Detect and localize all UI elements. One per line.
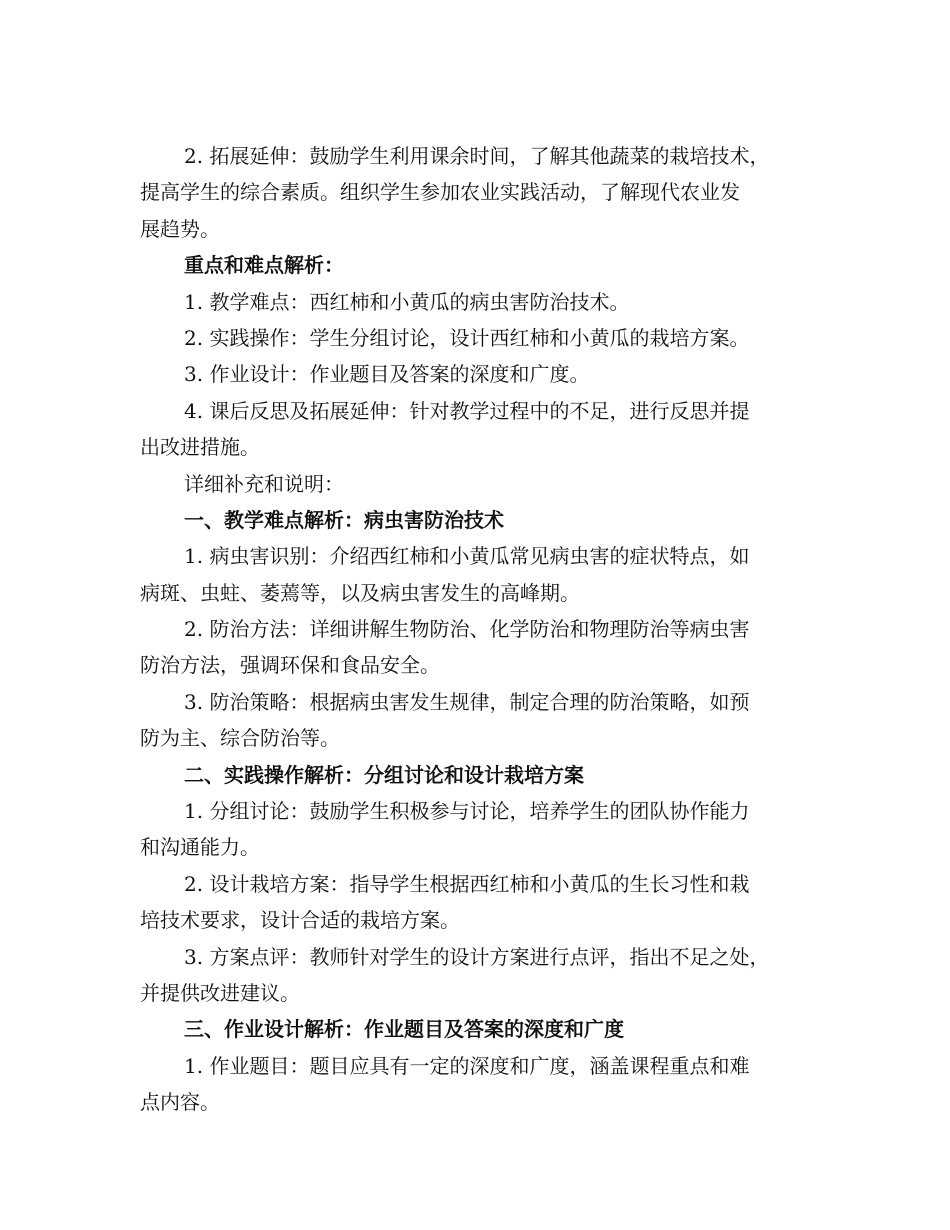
list-item-line: 2. 防治方法：详细讲解生物防治、化学防治和物理防治等病虫害: [184, 617, 750, 642]
section-heading: 一、教学难点解析：病虫害防治技术: [184, 507, 504, 532]
paragraph-line: 和沟通能力。: [140, 835, 260, 860]
list-item-line: 1. 病虫害识别：介绍西红柿和小黄瓜常见病虫害的症状特点，如: [184, 544, 750, 569]
section-heading: 重点和难点解析：: [184, 253, 344, 278]
paragraph-line: 展趋势。: [140, 216, 220, 241]
list-item-line: 3. 作业设计：作业题目及答案的深度和广度。: [184, 362, 590, 387]
list-item-line: 3. 防治策略：根据病虫害发生规律，制定合理的防治策略，如预: [184, 689, 750, 714]
list-item-line: 1. 教学难点：西红柿和小黄瓜的病虫害防治技术。: [184, 289, 630, 314]
section-heading: 三、作业设计解析：作业题目及答案的深度和广度: [184, 1017, 624, 1042]
paragraph-line: 提高学生的综合素质。组织学生参加农业实践活动，了解现代农业发: [140, 180, 740, 205]
paragraph-line: 点内容。: [140, 1090, 220, 1115]
list-item-line: 3. 方案点评：教师针对学生的设计方案进行点评，指出不足之处，: [184, 944, 770, 969]
paragraph-line: 并提供改进建议。: [140, 980, 300, 1005]
list-item-line: 2. 设计栽培方案：指导学生根据西红柿和小黄瓜的生长习性和栽: [184, 871, 750, 896]
paragraph-line: 培技术要求，设计合适的栽培方案。: [140, 908, 460, 933]
list-item-line: 1. 分组讨论：鼓励学生积极参与讨论，培养学生的团队协作能力: [184, 799, 750, 824]
document-page: [140, 138, 810, 1121]
list-item-line: 1. 作业题目：题目应具有一定的深度和广度，涵盖课程重点和难: [184, 1053, 750, 1078]
paragraph-line: 出改进措施。: [140, 435, 260, 460]
paragraph-line: 详细补充和说明：: [184, 471, 344, 496]
list-item-line: 2. 实践操作：学生分组讨论，设计西红柿和小黄瓜的栽培方案。: [184, 325, 750, 350]
list-item-line: 4. 课后反思及拓展延伸：针对教学过程中的不足，进行反思并提: [184, 398, 750, 423]
paragraph-line: 2. 拓展延伸：鼓励学生利用课余时间，了解其他蔬菜的栽培技术，: [184, 144, 770, 168]
paragraph-line: 病斑、虫蛀、萎蔫等，以及病虫害发生的高峰期。: [140, 580, 580, 605]
paragraph-line: 防为主、综合防治等。: [140, 726, 340, 751]
paragraph-line: 防治方法，强调环保和食品安全。: [140, 653, 440, 678]
section-heading: 二、实践操作解析：分组讨论和设计栽培方案: [184, 762, 584, 787]
